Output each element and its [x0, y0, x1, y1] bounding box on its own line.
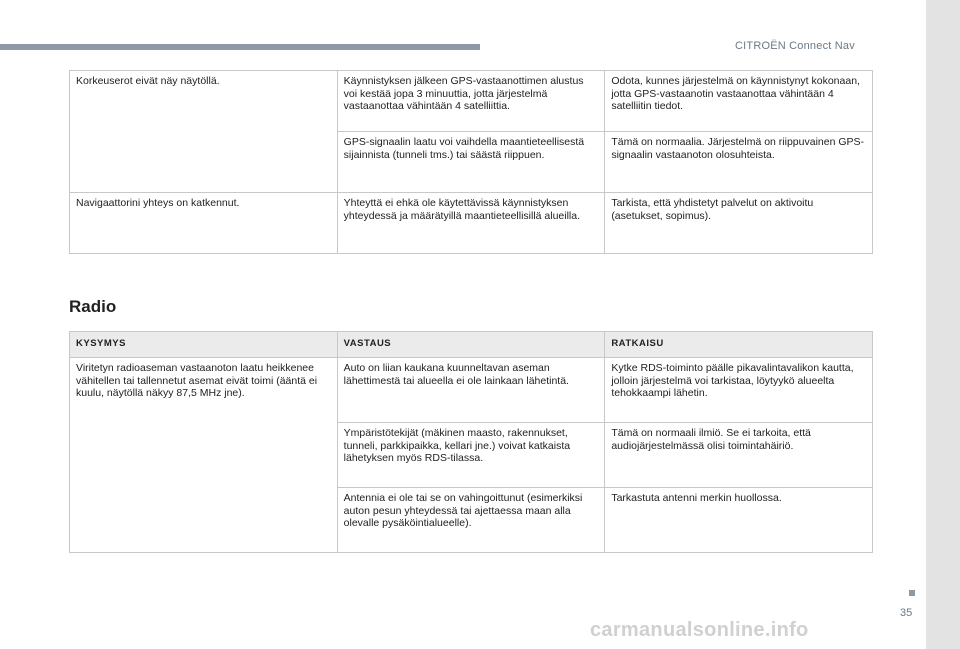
section-title-radio: Radio	[69, 297, 117, 316]
answer-cell: GPS-signaalin laatu voi vaihdella maantieteellisestä sijainnista (tunneli tms.) tai säästä riippuen.	[337, 132, 605, 193]
answer-cell: Yhteyttä ei ehkä ole käytettävissä käynnistyksen yhteydessä ja määrätyillä maantieteellisillä alueilla.	[337, 193, 605, 254]
column-header-question: KYSYMYS	[70, 332, 338, 358]
solution-cell: Tarkista, että yhdistetyt palvelut on aktivoitu (asetukset, sopimus).	[605, 193, 873, 254]
page-marker	[909, 590, 915, 596]
header-accent-bar	[0, 44, 480, 50]
radio-troubleshooting-table	[69, 331, 873, 553]
column-header-solution: RATKAISU	[605, 332, 873, 358]
solution-cell: Tämä on normaali ilmiö. Se ei tarkoita, että audiojärjestelmässä olisi toimintahäiriö.	[605, 423, 873, 488]
solution-cell: Odota, kunnes järjestelmä on käynnistynyt kokonaan, jotta GPS-vastaanotin vastaanottaa vähintään 4 satelliitin tiedot.	[605, 71, 873, 132]
solution-cell: Kytke RDS-toiminto päälle pikavalintavalikon kautta, jolloin järjestelmä voi tarkistaa, löytyykö alueelta tehokkaampi lähetin.	[605, 358, 873, 423]
answer-cell: Auto on liian kaukana kuunneltavan aseman lähettimestä tai alueella ei ole lainkaan lähetintä.	[337, 358, 605, 423]
side-strip	[926, 0, 960, 649]
gps-troubleshooting-table	[69, 70, 873, 254]
table-header-row	[70, 332, 873, 358]
watermark: carmanualsonline.info	[590, 619, 809, 641]
question-cell: Navigaattorini yhteys on katkennut.	[70, 193, 338, 254]
solution-cell: Tämä on normaalia. Järjestelmä on riippuvainen GPS-signaalin vastaanoton olosuhteista.	[605, 132, 873, 193]
table-row	[70, 193, 873, 254]
table-row	[70, 71, 873, 132]
answer-cell: Ympäristötekijät (mäkinen maasto, rakennukset, tunneli, parkkipaikka, kellari jne.) voivat katkaista lähetyksen myös RDS-tilassa.	[337, 423, 605, 488]
question-cell: Korkeuserot eivät näy näytöllä.	[70, 71, 338, 193]
column-header-answer: VASTAUS	[337, 332, 605, 358]
manual-title: CITROËN Connect Nav	[735, 40, 855, 52]
answer-cell: Antennia ei ole tai se on vahingoittunut (esimerkiksi auton pesun yhteydessä tai ajettaessa maan alla olevalle pysäköintialueelle).	[337, 488, 605, 553]
answer-cell: Käynnistyksen jälkeen GPS-vastaanottimen alustus voi kestää jopa 3 minuuttia, jotta järjestelmä vastaanottaa vähintään 4 satelliittia.	[337, 71, 605, 132]
solution-cell: Tarkastuta antenni merkin huollossa.	[605, 488, 873, 553]
question-cell: Viritetyn radioaseman vastaanoton laatu heikkenee vähitellen tai tallennetut asemat eivät toimi (ääntä ei kuulu, näytöllä näkyy 87,5 MHz jne).	[70, 358, 338, 553]
table-row	[70, 358, 873, 423]
page-number: 35	[900, 607, 913, 619]
